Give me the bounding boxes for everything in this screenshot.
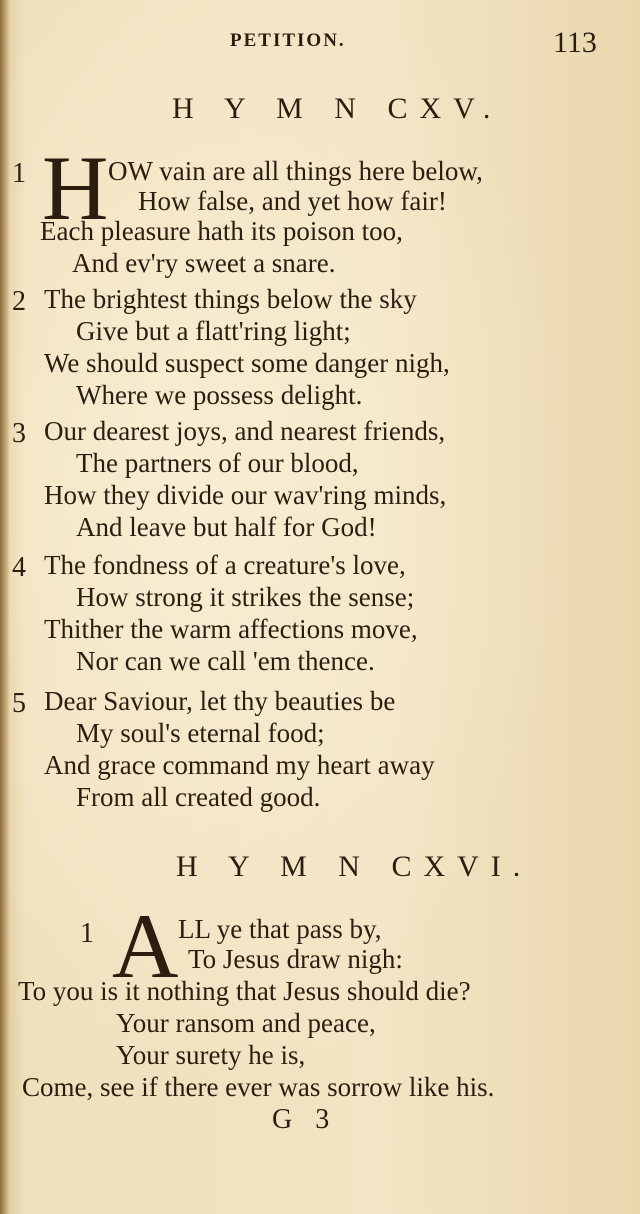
verse-line: The brightest things below the sky: [44, 284, 417, 314]
verse-line: Our dearest joys, and nearest friends,: [44, 416, 446, 446]
stanza-number: 2: [12, 286, 26, 317]
drop-cap: H: [42, 137, 109, 239]
verse-line: Dear Saviour, let thy beauties be: [44, 686, 396, 716]
drop-cap: A: [112, 895, 179, 997]
verse-line: My soul's eternal food;: [76, 718, 325, 748]
verse-line: Nor can we call 'em thence.: [76, 646, 375, 676]
verse-line: From all created good.: [76, 782, 321, 812]
verse-line: Your surety he is,: [116, 1040, 306, 1070]
stanza-number: 1: [80, 918, 94, 949]
verse-line: How they divide our wav'ring minds,: [44, 480, 447, 510]
verse-line: Each pleasure hath its poison too,: [40, 216, 403, 246]
verse-line: How strong it strikes the sense;: [76, 582, 415, 612]
verse-line: LL ye that pass by,: [178, 914, 382, 944]
verse-line: The fondness of a creature's love,: [44, 550, 406, 580]
stanza-number: 3: [12, 418, 26, 449]
verse-line: To Jesus draw nigh:: [188, 944, 403, 974]
verse-line: Come, see if there ever was sorrow like his.: [22, 1072, 495, 1102]
stanza-number: 5: [12, 688, 26, 719]
verse-line: How false, and yet how fair!: [138, 186, 447, 216]
hymn-116-title: H Y M N CXVI.: [176, 850, 533, 883]
verse-line: And grace command my heart away: [44, 750, 435, 780]
verse-line: And ev'ry sweet a snare.: [72, 248, 336, 278]
hymn-115-title: H Y M N CXV.: [172, 92, 503, 125]
verse-line: And leave but half for God!: [76, 512, 377, 542]
verse-line: Give but a flatt'ring light;: [76, 316, 351, 346]
signature-mark: G 3: [272, 1104, 338, 1135]
verse-line: Thither the warm affections move,: [44, 614, 418, 644]
stanza-number: 4: [12, 552, 26, 583]
verse-line: The partners of our blood,: [76, 448, 359, 478]
page-gutter: [0, 0, 10, 1214]
verse-line: OW vain are all things here below,: [108, 156, 483, 186]
running-title: PETITION.: [230, 30, 346, 51]
verse-line: Your ransom and peace,: [116, 1008, 376, 1038]
verse-line: Where we possess delight.: [76, 380, 363, 410]
stanza-number: 1: [12, 158, 26, 189]
verse-line: We should suspect some danger nigh,: [44, 348, 450, 378]
verse-line: To you is it nothing that Jesus should die?: [18, 976, 471, 1006]
page-number: 113: [553, 26, 597, 59]
